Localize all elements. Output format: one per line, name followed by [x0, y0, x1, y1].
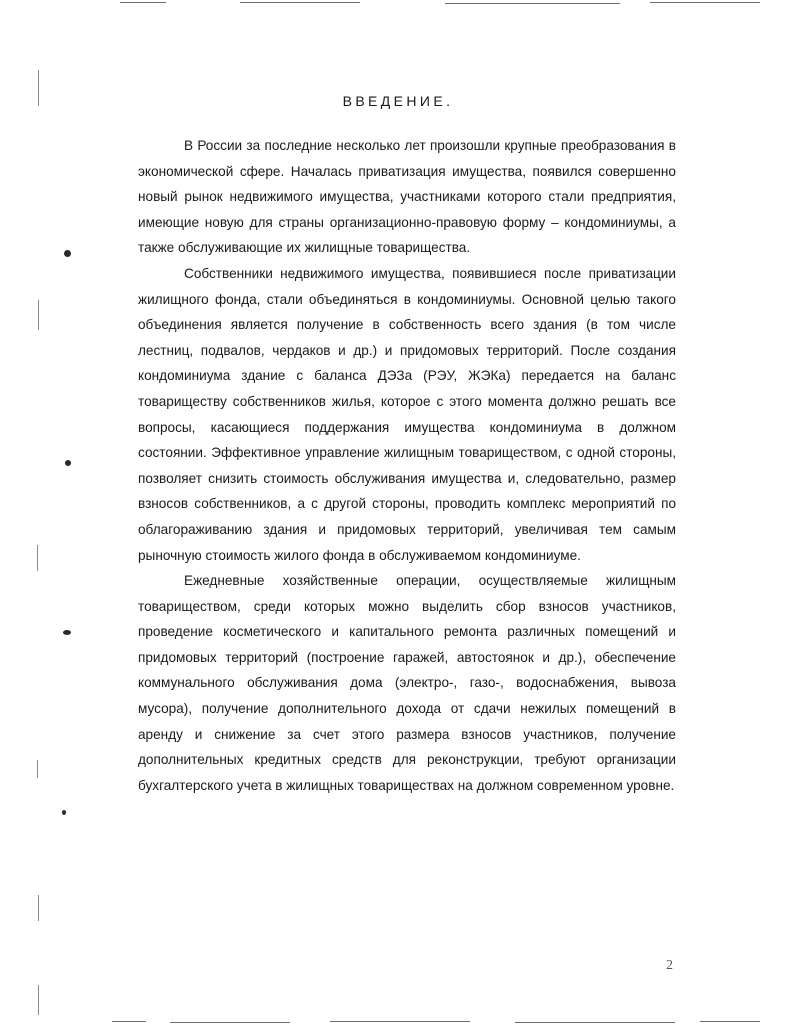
scan-edge-tick	[37, 760, 38, 778]
scan-edge-tick	[38, 895, 39, 921]
scan-edge-line-bottom	[515, 1022, 675, 1023]
paragraph: Собственники недвижимого имущества, появившиеся после приватизации жилищного фонда, стали объединяться в кондоминиумы. Основной целью такого объединения является получение в собственность всего здания (в том числе лестниц, подвалов, чердаков и др.) и придомовых территорий. После создания кондоминиума здание с баланса ДЭЗа (РЭУ, ЖЭКа) передается на баланс товариществу собственников жилья, которое с этого момента должно решать все вопросы, касающиеся поддержания имущества кондоминиума в должном состоянии. Эффективное управление жилищным товариществом, с одной стороны, позволяет снизить стоимость обслуживания имущества и, следовательно, размер взносов собственников, а с другой стороны, проводить комплекс мероприятий по облагораживанию здания и придомовых территорий, увеличивая тем самым рыночную стоимость жилого фонда в обслуживаемом кондоминиуме.	[138, 265, 676, 563]
scan-edge-line-top	[650, 2, 760, 3]
scan-edge-tick	[37, 545, 38, 571]
document-heading: ВВЕДЕНИЕ.	[342, 93, 454, 110]
scan-edge-tick	[38, 300, 39, 330]
scan-edge-line-bottom	[170, 1022, 290, 1023]
scan-edge-line-top	[120, 2, 166, 3]
scan-edge-tick	[38, 985, 39, 1015]
binder-hole-mark	[65, 460, 71, 466]
paragraph: Ежедневные хозяйственные операции, осуществляемые жилищным товариществом, среди которых можно выделить сбор взносов участников, проведение косметического и капитального ремонта различных помещений и придомовых территорий (построение гаражей, автостоянок и др.), обеспечение коммунального обслуживания дома (электро-, газо-, водоснабжения, вывоза мусора), получение дополнительного дохода от сдачи нежилых помещений в аренду и снижение за счет этого размера взносов участников, получение дополнительных кредитных средств для реконструкции, требуют организации бухгалтерского учета в жилищных товариществах на должном современном уровне.	[138, 573, 676, 793]
scan-edge-line-bottom	[330, 1021, 470, 1022]
document-body	[138, 133, 676, 798]
binder-hole-mark	[63, 630, 71, 635]
scan-edge-line-bottom	[112, 1021, 146, 1022]
binder-hole-mark	[62, 810, 66, 815]
binder-hole-mark	[64, 250, 71, 257]
scan-edge-line-top	[445, 3, 620, 4]
paragraph: В России за последние несколько лет произошли крупные преобразования в экономической сфере. Началась приватизация имущества, появился совершенно новый рынок недвижимого имущества, участниками которого стали предприятия, имеющие новую для страны организационно-правовую форму – кондоминиумы, а также обслуживающие их жилищные товарищества.	[138, 138, 676, 256]
page-number: 2	[666, 958, 673, 973]
scan-edge-line-bottom	[700, 1021, 760, 1022]
scan-edge-line-top	[240, 2, 360, 3]
